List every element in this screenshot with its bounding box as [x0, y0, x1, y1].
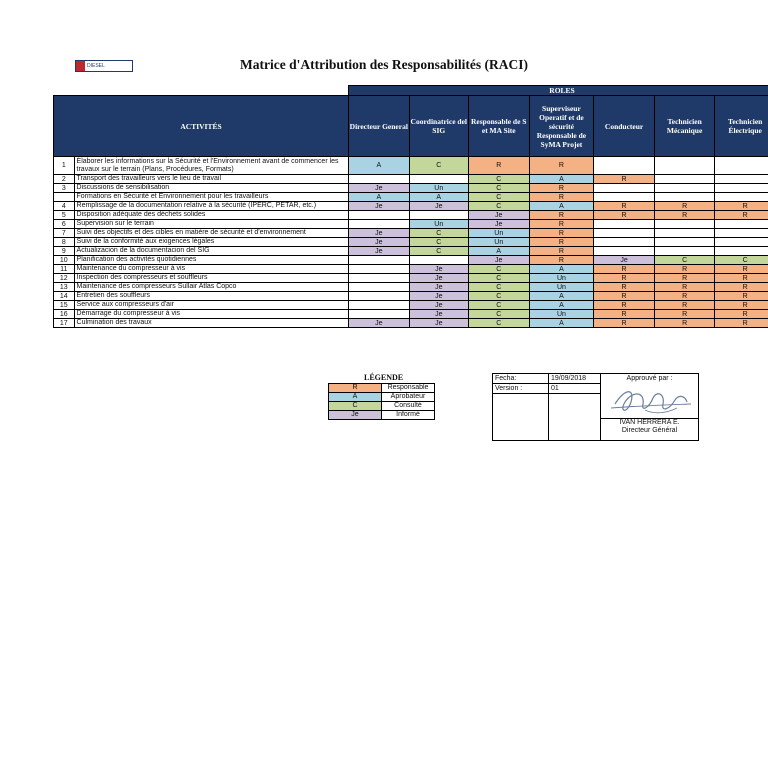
row-number: 4 [54, 202, 75, 211]
legend-code: C [329, 402, 382, 411]
row-number: 3 [54, 184, 75, 193]
raci-cell: R [715, 292, 768, 301]
table-row [54, 301, 768, 310]
raci-cell [349, 265, 410, 274]
raci-cell: C [468, 274, 529, 283]
row-number: 2 [54, 175, 75, 184]
activity-cell: Maintenance des compresseurs Sullair Atlas Copco [74, 283, 349, 292]
raci-cell: A [529, 175, 594, 184]
raci-cell: Je [349, 184, 410, 193]
raci-cell [594, 247, 655, 256]
raci-cell: Je [409, 283, 468, 292]
table-row [54, 256, 768, 265]
table-row [54, 265, 768, 274]
raci-cell: Un [409, 220, 468, 229]
raci-cell: R [654, 292, 715, 301]
raci-cell: R [715, 319, 768, 328]
page-title: Matrice d'Attribution des Responsabilités (RACI) [240, 57, 528, 72]
raci-cell [715, 229, 768, 238]
raci-cell: R [594, 292, 655, 301]
raci-cell: R [654, 283, 715, 292]
raci-cell: R [529, 220, 594, 229]
raci-cell: C [468, 301, 529, 310]
raci-cell [654, 220, 715, 229]
raci-cell: Un [529, 283, 594, 292]
raci-cell: C [468, 283, 529, 292]
table-row [54, 274, 768, 283]
activity-cell: Service aux compresseurs d'air [74, 301, 349, 310]
raci-cell [349, 175, 410, 184]
raci-cell: R [654, 274, 715, 283]
raci-cell [654, 229, 715, 238]
approver-name: IVAN HERRERA E. [619, 419, 680, 426]
activity-cell: Disposition adéquate des déchets solides [74, 211, 349, 220]
raci-cell [409, 211, 468, 220]
raci-cell: R [529, 193, 594, 202]
raci-cell [594, 220, 655, 229]
table-row [54, 175, 768, 184]
raci-cell: C [468, 175, 529, 184]
raci-cell: A [529, 292, 594, 301]
row-number: 6 [54, 220, 75, 229]
table-row [54, 184, 768, 193]
raci-cell: R [529, 247, 594, 256]
raci-cell: R [715, 265, 768, 274]
raci-cell: R [715, 310, 768, 319]
legend-label: Aprobateur [382, 393, 435, 402]
logo-text: DIESEL [87, 63, 105, 69]
raci-cell: C [468, 319, 529, 328]
raci-cell: Je [468, 211, 529, 220]
row-number: 10 [54, 256, 75, 265]
raci-cell: C [409, 229, 468, 238]
raci-cell: Un [468, 238, 529, 247]
raci-body [54, 157, 768, 328]
raci-cell: Je [349, 229, 410, 238]
raci-cell: R [715, 301, 768, 310]
raci-cell [349, 274, 410, 283]
raci-cell: R [715, 202, 768, 211]
raci-cell: Je [468, 220, 529, 229]
raci-cell: C [409, 247, 468, 256]
raci-cell [654, 238, 715, 247]
activity-cell: Transport des travailleurs vers le lieu de travail [74, 175, 349, 184]
activity-cell: Suivi de la conformité aux exigences légales [74, 238, 349, 247]
raci-cell: C [468, 184, 529, 193]
raci-cell: R [529, 229, 594, 238]
raci-cell [715, 184, 768, 193]
activity-cell: Suivi des objectifs et des cibles en matière de sécurité et d'environnement [74, 229, 349, 238]
raci-cell: R [654, 319, 715, 328]
table-row [54, 238, 768, 247]
row-number: 13 [54, 283, 75, 292]
raci-cell: R [594, 310, 655, 319]
approved-label: Approuvé par : [626, 375, 673, 382]
raci-cell: R [594, 301, 655, 310]
activity-cell: Inspection des compresseurs et souffleurs [74, 274, 349, 283]
raci-cell: A [529, 319, 594, 328]
raci-cell: Un [409, 184, 468, 193]
raci-cell [715, 238, 768, 247]
activities-header: ACTIVITÉS [54, 96, 349, 157]
activity-cell: Élaborer les informations sur la Sécurité et l'Environnement avant de commencer les travaux sur le terrain (Plans, Procédures, Formats) [74, 157, 349, 175]
activity-cell: Planification des activités quotidiennes [74, 256, 349, 265]
version-label: Version : [493, 384, 549, 394]
roles-header: ROLES [349, 86, 768, 96]
raci-cell [654, 157, 715, 175]
row-number: 14 [54, 292, 75, 301]
raci-cell: Un [529, 310, 594, 319]
legend-code: Je [329, 411, 382, 420]
raci-cell: R [654, 301, 715, 310]
raci-cell: R [654, 202, 715, 211]
raci-cell: A [468, 247, 529, 256]
role-header: Superviseur Operatif et de sécurité Responsable de SyMA Projet [529, 96, 594, 157]
raci-cell: R [468, 157, 529, 175]
raci-cell: C [468, 310, 529, 319]
raci-cell: R [594, 319, 655, 328]
raci-cell: Je [409, 265, 468, 274]
role-header: Directeur General [349, 96, 410, 157]
approval-block [492, 373, 699, 441]
raci-cell [654, 247, 715, 256]
row-number: 9 [54, 247, 75, 256]
raci-cell: C [654, 256, 715, 265]
row-number [54, 193, 75, 202]
activity-cell: Supervision sur le terrain [74, 220, 349, 229]
raci-cell: C [468, 193, 529, 202]
fecha-label: Fecha: [493, 374, 549, 384]
raci-cell: R [594, 283, 655, 292]
raci-cell: R [715, 274, 768, 283]
approval-cell [601, 374, 699, 441]
raci-cell [594, 193, 655, 202]
raci-cell [715, 175, 768, 184]
raci-cell [349, 220, 410, 229]
activity-cell: Culmination des travaux [74, 319, 349, 328]
activity-cell: Démarrage du compresseur à vis [74, 310, 349, 319]
table-row [54, 229, 768, 238]
legend-item [329, 393, 435, 402]
raci-cell: Je [409, 310, 468, 319]
row-number: 8 [54, 238, 75, 247]
raci-cell: C [468, 292, 529, 301]
table-row [54, 157, 768, 175]
raci-cell: R [529, 238, 594, 247]
raci-cell [409, 256, 468, 265]
raci-cell [594, 157, 655, 175]
fecha-value: 19/09/2018 [549, 374, 601, 384]
raci-cell: C [468, 202, 529, 211]
legend-code: A [329, 393, 382, 402]
activity-cell: Maintenance du compresseur à vis [74, 265, 349, 274]
raci-cell: C [409, 238, 468, 247]
raci-cell: A [349, 157, 410, 175]
row-number: 16 [54, 310, 75, 319]
row-number: 7 [54, 229, 75, 238]
raci-cell: R [594, 274, 655, 283]
raci-cell: R [594, 175, 655, 184]
table-row [54, 292, 768, 301]
raci-cell [349, 301, 410, 310]
raci-cell: R [529, 184, 594, 193]
table-row [54, 319, 768, 328]
raci-cell: Je [349, 202, 410, 211]
signature-image [605, 384, 695, 418]
raci-cell [715, 247, 768, 256]
raci-cell: Je [409, 202, 468, 211]
raci-cell: R [594, 202, 655, 211]
activity-cell: Actualizacion de la documentacion del SIG [74, 247, 349, 256]
raci-cell [349, 292, 410, 301]
table-row [54, 193, 768, 202]
legend-item [329, 402, 435, 411]
raci-cell: A [529, 265, 594, 274]
table-row [54, 283, 768, 292]
legend-label: Responsable [382, 384, 435, 393]
raci-cell [409, 175, 468, 184]
raci-cell: Je [409, 292, 468, 301]
raci-cell: Je [349, 238, 410, 247]
row-number: 5 [54, 211, 75, 220]
raci-cell: C [468, 265, 529, 274]
raci-cell: Un [529, 274, 594, 283]
raci-cell: Je [594, 256, 655, 265]
row-number: 15 [54, 301, 75, 310]
role-header: Coordinatrice del SIG [409, 96, 468, 157]
row-number: 11 [54, 265, 75, 274]
raci-cell: C [409, 157, 468, 175]
raci-cell: R [654, 310, 715, 319]
row-number: 1 [54, 157, 75, 175]
row-number: 12 [54, 274, 75, 283]
raci-cell: R [594, 211, 655, 220]
role-header: Responsable de S et MA Site [468, 96, 529, 157]
raci-cell: R [654, 265, 715, 274]
raci-cell: R [529, 157, 594, 175]
legend-table [328, 383, 435, 420]
table-row [54, 211, 768, 220]
legend-item [329, 411, 435, 420]
raci-cell [594, 238, 655, 247]
raci-cell [654, 193, 715, 202]
raci-cell: C [715, 256, 768, 265]
raci-cell [654, 175, 715, 184]
raci-cell [594, 229, 655, 238]
raci-cell [349, 283, 410, 292]
raci-cell [349, 211, 410, 220]
raci-cell: Je [409, 274, 468, 283]
raci-cell: Je [409, 319, 468, 328]
activity-cell: Formations en Sécurité et Environnement pour les travailleurs [74, 193, 349, 202]
raci-cell: R [529, 256, 594, 265]
table-row [54, 310, 768, 319]
legend-title: LÉGENDE [364, 373, 404, 382]
raci-cell: Un [468, 229, 529, 238]
raci-cell: Je [409, 301, 468, 310]
raci-cell: R [594, 265, 655, 274]
role-header: Technicien Mécanique [654, 96, 715, 157]
raci-cell: Je [349, 319, 410, 328]
raci-cell [349, 256, 410, 265]
raci-cell: R [715, 283, 768, 292]
activity-cell: Remplissage de la documentation relative à la sécurité (IPERC, PETAR, etc.) [74, 202, 349, 211]
legend-item [329, 384, 435, 393]
raci-cell: R [654, 211, 715, 220]
legend-code: R [329, 384, 382, 393]
activity-cell: Discussions de sensibilisation [74, 184, 349, 193]
version-value: 01 [549, 384, 601, 394]
table-row [54, 247, 768, 256]
legend-label: Consulté [382, 402, 435, 411]
raci-matrix [53, 85, 768, 328]
raci-cell: Je [468, 256, 529, 265]
raci-cell [715, 220, 768, 229]
role-header: Technicien Électrique [715, 96, 768, 157]
raci-cell [715, 157, 768, 175]
activity-cell: Entretien des souffleurs [74, 292, 349, 301]
table-row [54, 220, 768, 229]
raci-cell [715, 193, 768, 202]
raci-cell: A [529, 301, 594, 310]
raci-cell [594, 184, 655, 193]
raci-cell: Je [349, 247, 410, 256]
raci-cell: R [529, 211, 594, 220]
row-number: 17 [54, 319, 75, 328]
raci-cell: A [349, 193, 410, 202]
raci-cell: A [409, 193, 468, 202]
legend-label: Informé [382, 411, 435, 420]
raci-cell: R [715, 211, 768, 220]
raci-cell [349, 310, 410, 319]
table-row [54, 202, 768, 211]
role-header: Conducteur [594, 96, 655, 157]
approver-position: Directeur Général [621, 427, 678, 434]
raci-cell: A [529, 202, 594, 211]
raci-cell [654, 184, 715, 193]
